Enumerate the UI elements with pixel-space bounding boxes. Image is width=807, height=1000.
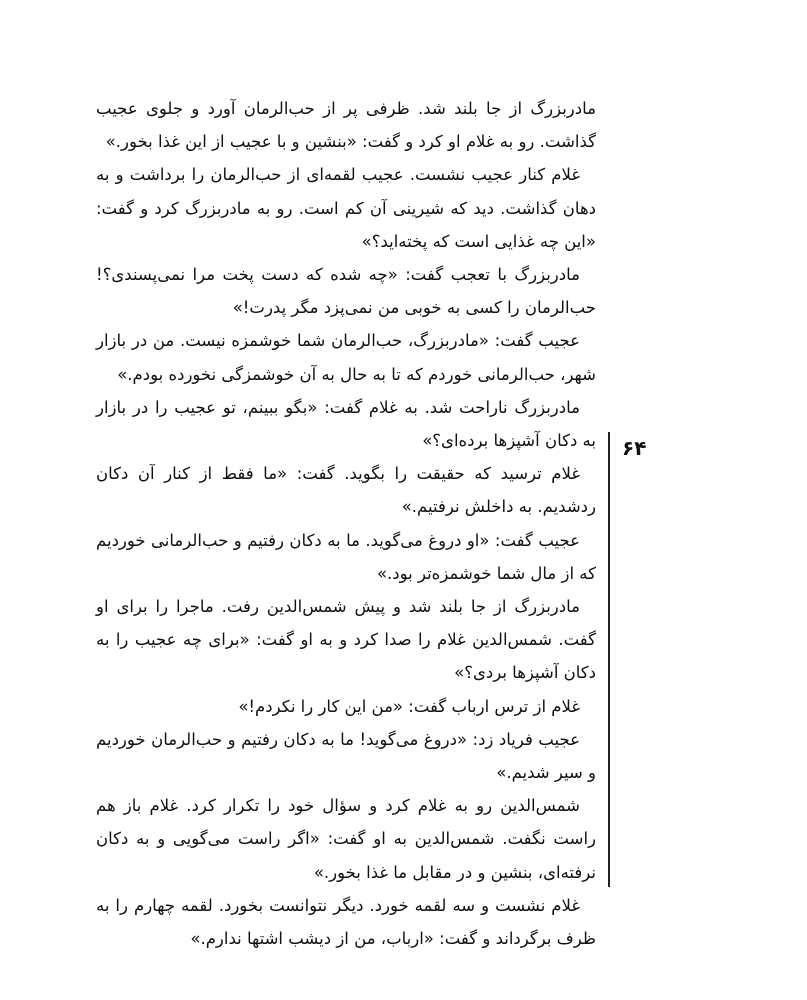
paragraph: عجیب گفت: «مادربزرگ، حب‌الرمان شما خوشمزه نیست. من در بازار شهر، حب‌الرمانی خوردم که تا به حال به آن خوشمزگی نخورده بودم.»	[96, 331, 596, 384]
paragraph: غلام ترسید که حقیقت را بگوید. گفت: «ما فقط از کنار آن دکان ردشدیم. به داخلش نرفتیم.»	[96, 464, 596, 517]
paragraph: عجیب گفت: «او دروغ می‌گوید. ما به دکان رفتیم و حب‌الرمانی خوردیم که از مال شما خوشمزه‌تر بود.»	[96, 530, 596, 583]
paragraph: عجیب فریاد زد: «دروغ می‌گوید! ما به دکان رفتیم و حب‌الرمان خوردیم و سیر شدیم.»	[96, 729, 596, 783]
paragraph: مادربزرگ با تعجب گفت: «چه شده که دست پخت مرا نمی‌پسندی؟! حب‌الرمان را کسی به خوبی من نمی‌پزد مگر پدرت!»	[96, 265, 596, 318]
paragraph: مادربزرگ از جا بلند شد و پیش شمس‌الدین رفت. ماجرا را برای او گفت. شمس‌الدین غلام را صدا کرد و به او گفت: «برای چه عجیب را به دکان آشپزها بردی؟»	[96, 597, 596, 683]
page-number: ۶۴	[622, 436, 647, 460]
paragraph: مادربزرگ از جا بلند شد. ظرفی پر از حب‌الرمان آورد و جلوی عجیب گذاشت. رو به غلام او کرد و گفت: «بنشین و با عجیب از این غذا بخور.»	[96, 99, 596, 152]
margin-rule	[608, 432, 610, 887]
paragraph: غلام کنار عجیب نشست. عجیب لقمه‌ای از حب‌الرمان را برداشت و به دهان گذاشت. دید که شیرینی آن کم است. رو به مادربزرگ کرد و گفت: «این چه غذایی است که پخته‌اید؟»	[96, 165, 596, 251]
paragraph: شمس‌الدین رو به غلام کرد و سؤال خود را تکرار کرد. غلام باز هم راست نگفت. شمس‌الدین به او گفت: «اگر راست می‌گویی و به دکان نرفته‌ای، بنشین و در مقابل ما غذا بخور.»	[96, 796, 596, 882]
paragraph: غلام نشست و سه لقمه خورد. دیگر نتوانست بخورد. لقمه چهارم را به ظرف برگرداند و گفت: «ارباب، من از دیشب اشتها ندارم.»	[96, 895, 596, 949]
paragraph: غلام از ترس ارباب گفت: «من این کار را نکردم!»	[238, 696, 580, 716]
body-text	[96, 92, 596, 955]
paragraph: مادربزرگ ناراحت شد. به غلام گفت: «بگو ببینم، تو عجیب را در بازار به دکان آشپزها برده‌ای؟»	[96, 397, 596, 451]
